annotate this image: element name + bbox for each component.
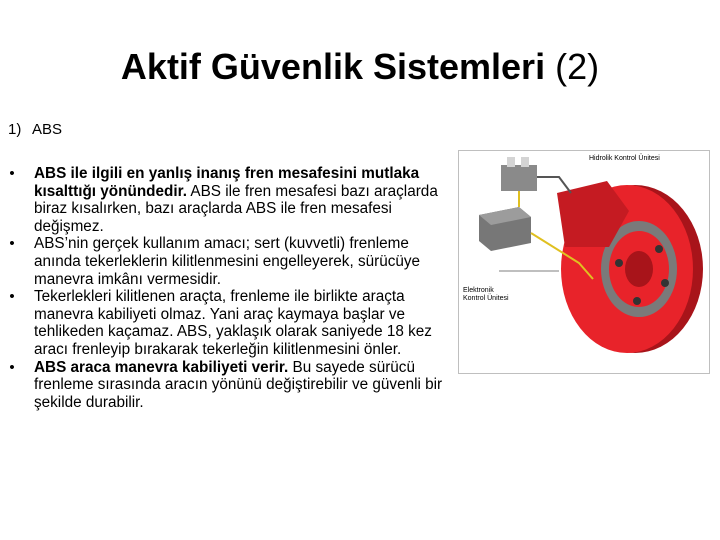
bullet-item — [6, 288, 456, 358]
brake-line — [537, 177, 571, 193]
bullet-dot: • — [9, 235, 15, 253]
bullet-list — [6, 165, 456, 411]
bullet-text: Tekerlekleri kilitlenen araçta, frenleme ile birlikte araçta manevra kabiliyeti olmaz. Yani araç kaymaya başlar ve tehlikeden kaçamaz. ABS, yaklaşık olarak saniyede 18 kez aracı frenleyip bırakarak tekerleğin kilitlenmesini önler. — [34, 288, 432, 358]
bullet-item — [6, 165, 456, 235]
label-control-unit: Kontrol Ünitesi — [463, 295, 509, 302]
slide-title-main: Aktif Güvenlik Sistemleri — [120, 46, 546, 87]
bullet-text: ABS’nin gerçek kullanım amacı; sert (kuvvetli) frenleme anında tekerleklerin kilitlenmesini engelleyerek, sürücüye manevra imkânı vermesidir. — [34, 235, 421, 288]
label-electronic: Elektronik — [463, 287, 494, 294]
bullet-dot: • — [9, 358, 15, 376]
bullet-dot: • — [9, 288, 15, 306]
bullet-bold: ABS araca manevra kabiliyeti verir. — [34, 358, 289, 376]
bullet-text: ABS ile fren mesafesi bazı araçlarda biraz kısalırken, bazı araçlarda ABS ile fren mesafesi değişmez. — [34, 182, 438, 235]
bullet-item — [6, 235, 456, 288]
lug-nut — [661, 279, 669, 287]
section-number: 1) — [8, 121, 22, 138]
slide-title — [0, 42, 720, 92]
valve — [507, 157, 515, 167]
abs-diagram — [458, 150, 710, 374]
valve — [521, 157, 529, 167]
hydraulic-unit — [501, 165, 537, 191]
lug-nut — [655, 245, 663, 253]
hub-center — [625, 251, 653, 287]
slide-title-suffix: (2) — [545, 46, 600, 87]
bullet-text: Bu sayede sürücü frenleme sırasında aracın yönünü değiştirebilir ve güvenli bir şekilde durabilir. — [34, 358, 443, 411]
lug-nut — [633, 297, 641, 305]
lug-nut — [615, 259, 623, 267]
bullet-bold: ABS ile ilgili en yanlış inanış fren mesafesini mutlaka kısalttığı yönündedir. — [34, 165, 420, 200]
label-hydraulic-unit: Hidrolik Kontrol Ünitesi — [589, 155, 660, 162]
abs-diagram-illustration — [459, 151, 709, 373]
bullet-item — [6, 359, 456, 412]
section-label: ABS — [32, 121, 63, 138]
bullet-dot: • — [9, 165, 15, 182]
section-heading — [8, 121, 62, 139]
